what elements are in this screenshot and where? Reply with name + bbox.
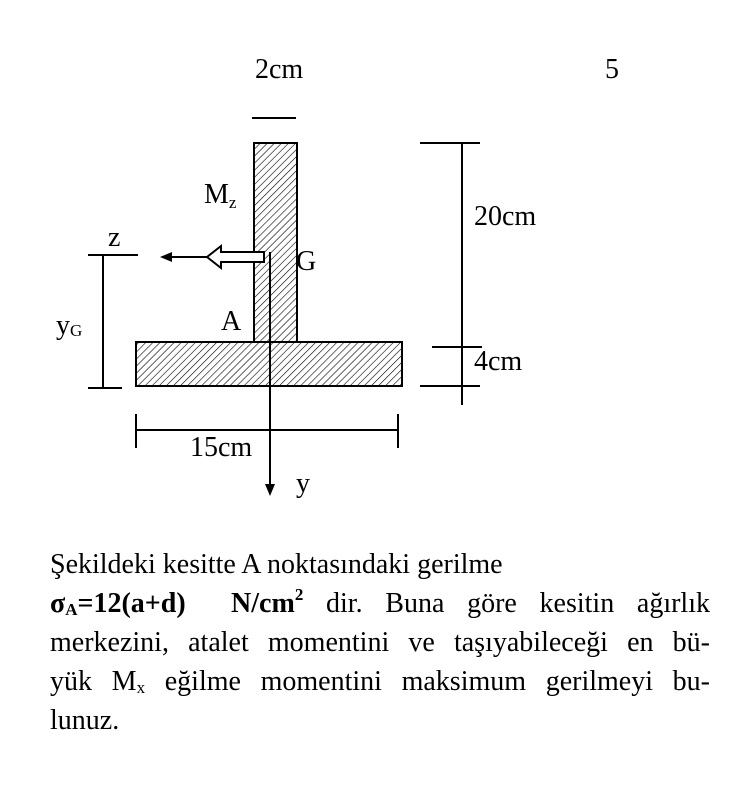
- yg-label: yG: [56, 310, 83, 341]
- point-a-label: A: [221, 306, 242, 337]
- problem-line-1: Şekildeki kesitte A noktasındaki gerilme: [50, 549, 503, 580]
- centroid-label: G: [296, 246, 317, 277]
- problem-line-3: merkezini, atalet momentini ve taşıyabileceği en bü-: [50, 627, 710, 658]
- dim-flange-thickness-label: 4cm: [474, 346, 523, 377]
- problem-line-5: lunuz.: [50, 705, 120, 736]
- problem-line-4-a: yük M: [50, 666, 137, 697]
- y-axis-label: y: [296, 468, 310, 499]
- mx-subscript: x: [136, 678, 146, 697]
- formula-text: =12(a+d) N/cm: [77, 588, 295, 619]
- problem-line-2: [50, 584, 710, 623]
- page-number: 5: [605, 54, 619, 85]
- problem-statement: [50, 545, 710, 740]
- problem-line-4: [50, 662, 710, 701]
- y-axis-arrowhead: [265, 484, 275, 496]
- problem-line-4-b: eğilme momentini maksimum gerilmeyi bu-: [145, 666, 710, 697]
- moment-label: Mz: [204, 179, 237, 212]
- web-rect: [254, 143, 297, 342]
- z-axis-arrowhead: [160, 252, 172, 262]
- sigma-symbol: σ: [50, 588, 66, 619]
- dim-web-width-label: 2cm: [255, 54, 304, 85]
- sigma-subscript: A: [65, 600, 78, 619]
- sigma-formula: [50, 585, 304, 619]
- problem-line-2-rest: dir. Buna göre kesitin ağırlık: [303, 588, 710, 619]
- z-axis-label: z: [108, 222, 121, 253]
- formula-superscript: 2: [294, 585, 304, 604]
- dim-web-height-label: 20cm: [474, 201, 537, 232]
- dim-flange-width-label: 15cm: [190, 432, 253, 463]
